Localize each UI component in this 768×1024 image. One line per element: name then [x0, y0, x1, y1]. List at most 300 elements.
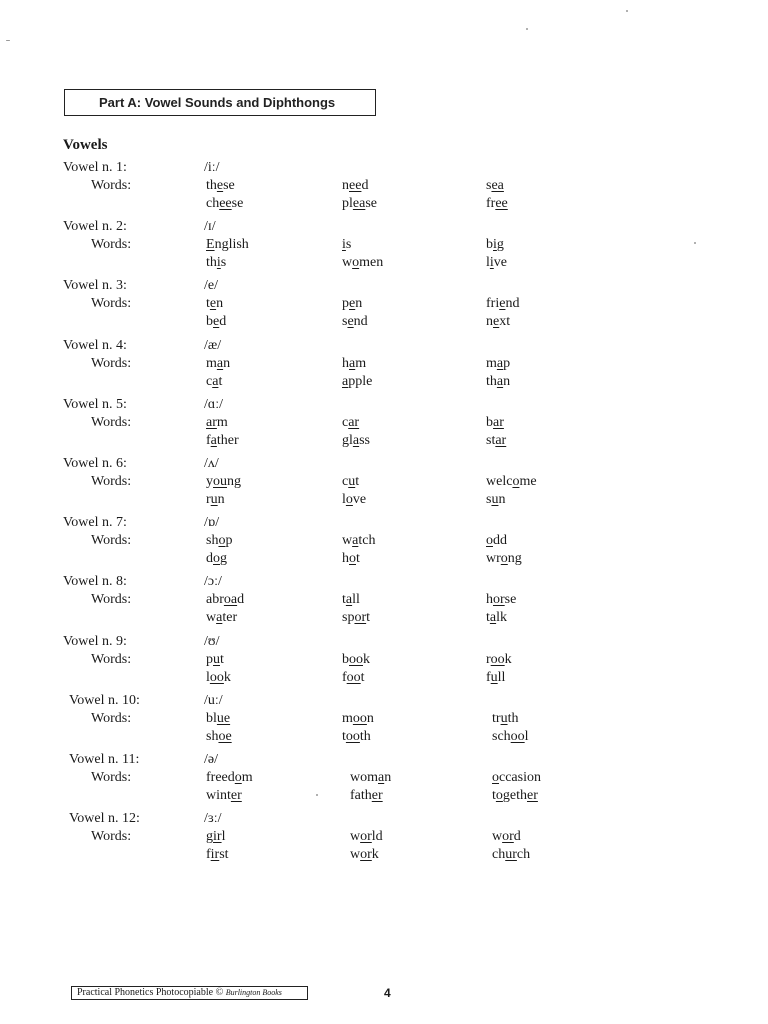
example-word — [486, 592, 516, 608]
vowel-sound-letters: a — [342, 373, 349, 389]
words-label: Words: — [91, 710, 132, 726]
word-letters: wom — [350, 770, 378, 785]
word-letters: men — [359, 255, 384, 271]
example-word — [206, 847, 229, 863]
word-letters: dd — [493, 533, 507, 549]
word-letters: t — [356, 551, 360, 567]
vowel-sound-letters: e — [349, 296, 356, 312]
word-letters: ll — [352, 592, 360, 608]
example-word — [486, 196, 508, 212]
example-word — [342, 610, 370, 626]
word-letters: r — [486, 651, 491, 667]
ipa-symbol: /ʊ/ — [204, 633, 220, 649]
word-letters: y — [206, 474, 213, 489]
word-letters: k — [371, 847, 379, 863]
section-heading: Vowels — [63, 137, 108, 153]
example-word — [486, 533, 507, 549]
part-title: Part A: Vowel Sounds and Diphthongs — [99, 95, 336, 110]
vowel-label: Vowel n. 7: — [63, 515, 127, 531]
vowel-sound-letters: u — [213, 651, 220, 667]
word-letters: ld — [371, 829, 383, 845]
ipa-symbol: /ɒ/ — [204, 515, 220, 531]
word-letters: w — [342, 255, 353, 271]
example-word — [486, 356, 510, 372]
vowel-label: Vowel n. 4: — [63, 337, 127, 353]
word-letters: n — [498, 492, 506, 507]
example-word — [492, 847, 530, 863]
word-letters: l — [342, 492, 346, 507]
words-label: Words: — [91, 651, 132, 667]
word-letters: sh — [206, 728, 219, 744]
vowel-sound-letters: a — [352, 432, 360, 448]
word-letters: pple — [348, 373, 373, 389]
word-letters: f — [206, 847, 211, 863]
example-word — [206, 551, 227, 567]
word-letters: th — [206, 178, 217, 193]
words-label: Words: — [91, 414, 132, 430]
vowel-sound-letters: er — [371, 788, 383, 803]
ipa-symbol: /ɪ/ — [204, 219, 216, 235]
word-letters: ve — [352, 492, 367, 507]
vowel-sound-letters: oo — [490, 651, 505, 667]
example-word — [486, 670, 505, 686]
example-word — [342, 492, 366, 508]
example-word — [342, 433, 370, 449]
vowel-sound-letters: oo — [349, 651, 363, 667]
word-letters: h — [486, 592, 493, 608]
word-letters: welc — [486, 474, 513, 489]
word-letters: s — [486, 492, 492, 507]
word-letters: nglish — [214, 237, 249, 253]
word-letters: g — [220, 551, 227, 567]
vowel-label: Vowel n. 12: — [69, 811, 140, 827]
vowel-sound-letters: o — [512, 474, 520, 489]
vowel-sound-letters: i — [216, 255, 221, 271]
example-word — [206, 237, 249, 253]
word-letters: wr — [486, 551, 501, 567]
word-letters: sh — [206, 533, 219, 549]
word-letters: bl — [206, 710, 217, 726]
vowel-label: Vowel n. 10: — [69, 692, 140, 708]
vowel-entry — [0, 397, 768, 453]
example-word — [206, 610, 237, 626]
vowel-sound-letters: o — [218, 533, 226, 549]
vowel-sound-letters: e — [493, 314, 500, 330]
word-letters: s — [220, 255, 227, 271]
word-letters: th — [486, 373, 497, 389]
example-word — [486, 492, 505, 508]
vowel-sound-letters: oo — [352, 710, 367, 726]
word-letters: nd — [353, 314, 368, 330]
word-letters: w — [206, 610, 217, 626]
word-letters: fath — [350, 788, 372, 803]
word-letters: w — [492, 829, 503, 845]
vowel-sound-letters: oo — [345, 728, 360, 744]
word-letters: c — [342, 474, 349, 489]
word-letters: ch — [492, 847, 506, 863]
example-word — [206, 356, 230, 372]
word-letters: b — [486, 414, 493, 430]
example-word — [206, 592, 244, 608]
example-word — [342, 374, 372, 390]
scan-speck — [626, 10, 628, 12]
word-letters: ch — [516, 847, 531, 863]
vowel-sound-letters: ar — [495, 432, 507, 448]
vowel-sound-letters: a — [496, 373, 504, 389]
vowel-sound-letters: or — [360, 829, 372, 845]
example-word — [492, 829, 521, 845]
vowel-entry — [0, 219, 768, 275]
words-label: Words: — [91, 237, 132, 253]
word-letters: d — [513, 829, 521, 845]
vowel-sound-letters: er — [230, 788, 242, 803]
word-letters: t — [206, 296, 210, 312]
word-letters: f — [206, 432, 211, 448]
vowel-sound-letters: ir — [213, 829, 222, 845]
word-letters: fri — [486, 296, 500, 312]
vowel-sound-letters: oa — [223, 592, 238, 608]
vowel-sound-letters: ar — [206, 414, 217, 430]
ipa-symbol: /e/ — [204, 278, 218, 294]
vowel-sound-letters: oo — [209, 669, 224, 685]
word-letters: m — [355, 355, 367, 371]
vowel-sound-letters: u — [491, 492, 499, 507]
example-word — [486, 551, 522, 567]
vowel-sound-letters: o — [213, 551, 220, 567]
vowel-sound-letters: or — [354, 610, 367, 626]
word-letters: f — [342, 669, 347, 685]
vowel-sound-letters: o — [495, 788, 503, 803]
word-letters: t — [492, 788, 496, 803]
example-word — [206, 729, 232, 745]
example-word — [342, 729, 371, 745]
word-letters: p — [503, 355, 511, 371]
word-letters: gl — [342, 432, 353, 448]
vowel-label: Vowel n. 9: — [63, 633, 127, 649]
vowel-sound-letters: a — [212, 373, 219, 389]
vowel-sound-letters: ee — [495, 196, 508, 211]
example-word — [486, 255, 507, 271]
word-letters: g — [206, 829, 213, 845]
vowel-sound-letters: ee — [219, 196, 232, 211]
vowel-sound-letters: or — [493, 592, 505, 608]
word-letters: t — [360, 669, 365, 685]
vowel-sound-letters: oo — [510, 728, 525, 744]
word-letters: m — [342, 710, 353, 726]
word-letters: t — [342, 728, 346, 744]
scan-speck — [6, 40, 10, 41]
example-word — [206, 652, 224, 668]
word-letters: d — [361, 178, 369, 193]
vowel-sound-letters: a — [378, 770, 385, 785]
word-letters: n — [223, 355, 231, 371]
footer-publisher: Burlington Books — [225, 988, 282, 997]
vowel-sound-letters: o — [352, 255, 360, 271]
word-letters: m — [486, 355, 497, 371]
ipa-symbol: /uː/ — [204, 692, 223, 708]
vowel-sound-letters: o — [234, 770, 242, 785]
vowel-label: Vowel n. 8: — [63, 574, 127, 590]
example-word — [486, 314, 510, 330]
vowel-entry — [0, 338, 768, 394]
word-letters: k — [363, 651, 370, 667]
word-letters: ng — [227, 474, 241, 489]
word-letters: m — [241, 770, 253, 785]
word-letters: th — [206, 255, 217, 271]
vowel-sound-letters: ar — [348, 414, 360, 430]
example-word — [492, 711, 518, 727]
vowel-sound-letters: ue — [216, 710, 231, 726]
word-letters: h — [342, 551, 349, 567]
example-word — [206, 314, 226, 330]
example-word — [206, 196, 243, 212]
word-letters: t — [342, 592, 346, 608]
example-word — [206, 533, 232, 549]
vowel-entry — [0, 693, 768, 749]
word-letters: c — [342, 414, 349, 430]
footer-credit — [71, 986, 308, 1000]
word-letters: p — [342, 296, 349, 312]
word-letters: abr — [206, 592, 224, 608]
example-word — [492, 788, 538, 804]
word-letters: n — [366, 710, 374, 726]
vowel-sound-letters: e — [213, 314, 220, 330]
example-word — [492, 729, 529, 745]
example-word — [486, 433, 506, 449]
word-letters: w — [342, 533, 353, 549]
ipa-symbol: /iː/ — [204, 160, 220, 175]
word-letters: s — [345, 237, 352, 253]
word-letters: d — [206, 551, 213, 567]
vowel-sound-letters: oo — [346, 669, 361, 685]
vowel-label: Vowel n. 6: — [63, 456, 127, 471]
word-letters: ch — [206, 196, 220, 211]
word-letters: nd — [505, 296, 520, 312]
vowel-sound-letters: u — [490, 669, 498, 685]
vowel-sound-letters: u — [500, 710, 508, 726]
vowel-sound-letters: e — [499, 296, 506, 312]
word-letters: w — [350, 829, 361, 845]
word-letters: b — [486, 237, 493, 253]
vowel-sound-letters: e — [209, 296, 217, 312]
vowel-label: Vowel n. 1: — [63, 160, 127, 175]
example-word — [486, 296, 519, 312]
word-letters: p — [206, 651, 213, 667]
word-letters: sp — [342, 610, 355, 626]
word-letters: ccasion — [499, 770, 541, 785]
word-letters: se — [365, 196, 377, 211]
vowel-label: Vowel n. 11: — [69, 752, 140, 767]
word-letters: s — [486, 178, 492, 193]
word-letters: xt — [499, 314, 511, 330]
word-letters: t — [486, 610, 490, 626]
example-word — [342, 652, 370, 668]
word-letters: t — [220, 651, 224, 667]
word-letters: sch — [492, 728, 511, 744]
word-letters: th — [359, 728, 371, 744]
vowel-sound-letters: o — [349, 551, 356, 567]
word-letters: tch — [358, 533, 376, 549]
vowel-sound-letters: o — [492, 770, 499, 785]
word-letters: r — [206, 492, 211, 507]
example-word — [206, 788, 242, 804]
vowel-entry — [0, 574, 768, 630]
ipa-symbol: /ɜː/ — [204, 811, 222, 827]
word-letters: t — [218, 373, 223, 389]
vowel-sound-letters: er — [527, 788, 538, 803]
example-word — [342, 314, 368, 330]
example-word — [486, 610, 507, 626]
vowel-sound-letters: i — [489, 255, 494, 271]
vowel-sound-letters: ou — [213, 474, 227, 489]
word-letters: s — [342, 314, 348, 330]
vowel-sound-letters: a — [352, 533, 359, 549]
words-label: Words: — [91, 296, 132, 312]
example-word — [206, 829, 225, 845]
vowel-label: Vowel n. 2: — [63, 219, 127, 235]
word-letters: f — [486, 669, 491, 685]
ipa-symbol: /ʌ/ — [204, 456, 219, 471]
word-letters: k — [223, 669, 231, 685]
word-letters: ter — [222, 610, 238, 626]
word-letters: l — [486, 255, 490, 271]
example-word — [342, 196, 377, 212]
vowel-sound-letters: a — [496, 355, 504, 371]
example-word — [342, 711, 374, 727]
vowel-sound-letters: o — [486, 533, 493, 549]
vowel-sound-letters: o — [500, 551, 508, 567]
example-word — [342, 415, 359, 431]
example-word — [206, 178, 235, 194]
example-word — [486, 237, 504, 253]
word-letters: g — [496, 237, 504, 253]
example-word — [206, 711, 230, 727]
vowel-sound-letters: a — [216, 355, 224, 371]
example-word — [486, 474, 537, 490]
example-word — [206, 474, 241, 490]
word-letters: n — [217, 492, 225, 507]
word-letters: b — [206, 314, 213, 330]
example-word — [350, 788, 383, 804]
vowel-entry — [0, 811, 768, 867]
vowel-sound-letters: a — [345, 592, 353, 608]
part-title-box — [64, 89, 376, 116]
vowel-sound-letters: i — [493, 237, 497, 253]
word-letters: se — [504, 592, 517, 608]
word-letters: l — [524, 728, 529, 744]
example-word — [206, 670, 231, 686]
words-label: Words: — [91, 474, 132, 489]
word-letters: pl — [342, 196, 353, 211]
words-label: Words: — [91, 592, 132, 608]
example-word — [206, 433, 239, 449]
vowel-entry — [0, 634, 768, 690]
scan-speck — [526, 28, 528, 30]
word-letters: n — [384, 770, 392, 785]
example-word — [206, 492, 225, 508]
example-word — [486, 652, 512, 668]
word-letters: w — [350, 847, 361, 863]
word-letters: n — [216, 296, 224, 312]
ipa-symbol: /ɑː/ — [204, 396, 223, 412]
word-letters: th — [507, 710, 519, 726]
word-letters: tr — [492, 710, 501, 726]
word-letters: geth — [502, 788, 527, 803]
vowel-sound-letters: E — [206, 237, 215, 253]
word-letters: ve — [493, 255, 507, 271]
word-letters: d — [219, 314, 227, 330]
word-letters: l — [206, 669, 210, 685]
word-letters: d — [237, 592, 245, 608]
vowel-sound-letters: ar — [493, 414, 504, 430]
example-word — [342, 533, 375, 549]
vowel-entry — [0, 160, 768, 216]
ipa-symbol: /ə/ — [204, 752, 218, 767]
word-letters: se — [231, 196, 244, 211]
word-letters: fr — [486, 196, 496, 211]
vowel-sound-letters: ee — [349, 178, 362, 193]
example-word — [342, 255, 383, 271]
words-label: Words: — [91, 533, 132, 549]
example-word — [206, 415, 228, 431]
vowel-entry — [0, 278, 768, 334]
vowel-sound-letters: ea — [352, 196, 366, 211]
word-letters: k — [504, 651, 512, 667]
example-word — [342, 178, 368, 194]
word-letters: st — [486, 432, 496, 448]
vowel-sound-letters: ur — [505, 847, 517, 863]
vowel-sound-letters: o — [345, 492, 353, 507]
vowel-sound-letters: u — [210, 492, 218, 507]
words-label: Words: — [91, 178, 132, 193]
example-word — [342, 237, 351, 253]
word-letters: n — [342, 178, 349, 193]
word-letters: ss — [359, 432, 371, 448]
vowel-sound-letters: oe — [218, 728, 232, 744]
vowel-sound-letters: a — [489, 610, 497, 626]
words-label: Words: — [91, 355, 132, 371]
example-word — [486, 415, 504, 431]
words-label: Words: — [91, 770, 132, 785]
vowel-sound-letters: u — [348, 474, 356, 489]
vowel-label: Vowel n. 3: — [63, 278, 127, 294]
word-letters: me — [519, 474, 537, 489]
example-word — [206, 374, 222, 390]
vowel-sound-letters: ea — [491, 178, 504, 193]
vowel-entry — [0, 752, 768, 808]
word-letters: c — [206, 373, 213, 389]
example-word — [342, 670, 365, 686]
word-letters: m — [216, 414, 228, 430]
example-word — [350, 847, 379, 863]
word-letters: se — [223, 178, 235, 193]
word-letters: p — [225, 533, 233, 549]
word-letters: t — [366, 610, 371, 626]
example-word — [492, 770, 541, 786]
vowel-entry — [0, 515, 768, 571]
word-letters: m — [206, 355, 217, 371]
vowel-sound-letters: a — [216, 610, 223, 626]
word-letters: b — [342, 651, 349, 667]
vowel-sound-letters: ir — [210, 847, 220, 863]
word-letters: ther — [216, 432, 239, 448]
word-letters: wint — [206, 788, 231, 803]
word-letters: ll — [497, 669, 506, 685]
example-word — [486, 374, 510, 390]
example-word — [342, 296, 362, 312]
example-word — [350, 770, 391, 786]
word-letters: n — [355, 296, 363, 312]
